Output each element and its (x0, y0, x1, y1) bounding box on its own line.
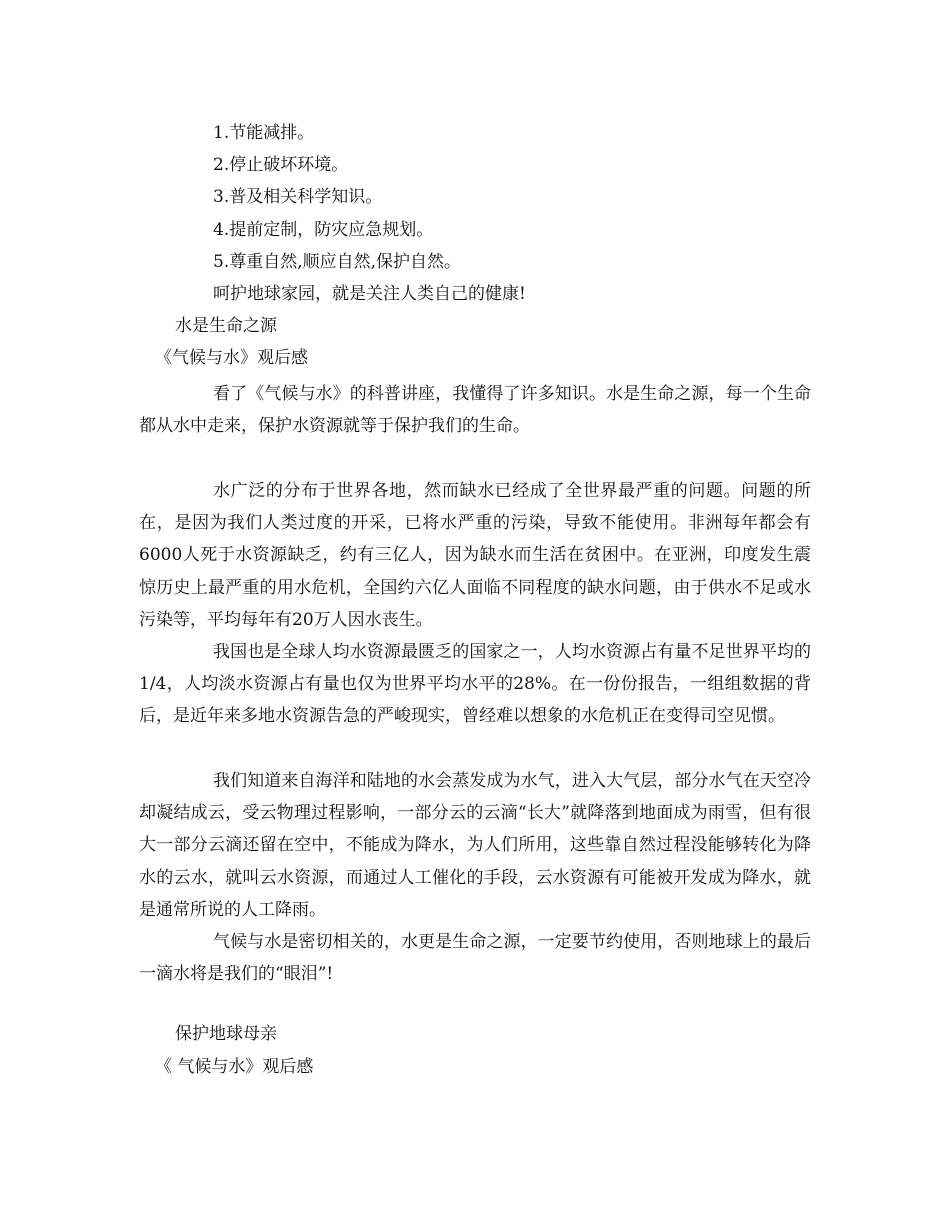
paragraph-5: 气候与水是密切相关的，水更是生命之源，一定要节约使用，否则地球上的最后一滴水将是我们的“眼泪”! (139, 932, 811, 985)
section-heading-water: 水是生命之源 (175, 316, 277, 336)
paragraph-2: 水广泛的分布于世界各地，然而缺水已经成了全世界最严重的问题。问题的所在，是因为我们人类过度的开采，已将水严重的污染，导致不能使用。非洲每年都会有6000人死于水资源缺乏，约有三亿人，因为缺水而生活在贫困中。在亚洲，印度发生震惊历史上最严重的用水危机，全国约六亿人面临不同程度的缺水问题，由于供水不足或水污染等，平均每年有20万人因水丧生。 (139, 481, 811, 630)
paragraph-3: 我国也是全球人均水资源最匮乏的国家之一，人均水资源占有量不足世界平均的1/4，人均淡水资源占有量也仅为世界平均水平的28%。在一份份报告，一组组数据的背后，是近年来多地水资源告急的严峻现实，曾经难以想象的水危机正在变得司空见惯。 (139, 642, 811, 727)
closing-line: 呵护地球家园，就是关注人类自己的健康! (213, 284, 526, 304)
list-item-2: 2.停止破坏环境。 (213, 155, 349, 175)
paragraph-1: 看了《气候与水》的科普讲座，我懂得了许多知识。水是生命之源，每一个生命都从水中走来，保护水资源就等于保护我们的生命。 (139, 384, 811, 437)
section-subheading-water: 《气候与水》观后感 (155, 348, 308, 368)
list-item-3: 3.普及相关科学知识。 (213, 187, 383, 207)
section-heading-earth: 保护地球母亲 (175, 1024, 277, 1044)
list-item-4: 4.提前定制，防灾应急规划。 (213, 220, 434, 240)
section-subheading-earth: 《 气候与水》观后感 (155, 1057, 314, 1077)
paragraph-4: 我们知道来自海洋和陆地的水会蒸发成为水气，进入大气层，部分水气在天空冷却凝结成云，受云物理过程影响，一部分云的云滴“长大”就降落到地面成为雨雪，但有很大一部分云滴还留在空中，不能成为降水，为人们所用，这些靠自然过程没能够转化为降水的云水，就叫云水资源，而通过人工催化的手段，云水资源有可能被开发成为降水，就是通常所说的人工降雨。 (139, 771, 811, 920)
list-item-5: 5.尊重自然,顺应自然,保护自然。 (213, 252, 462, 272)
list-item-1: 1.节能减排。 (213, 123, 315, 143)
